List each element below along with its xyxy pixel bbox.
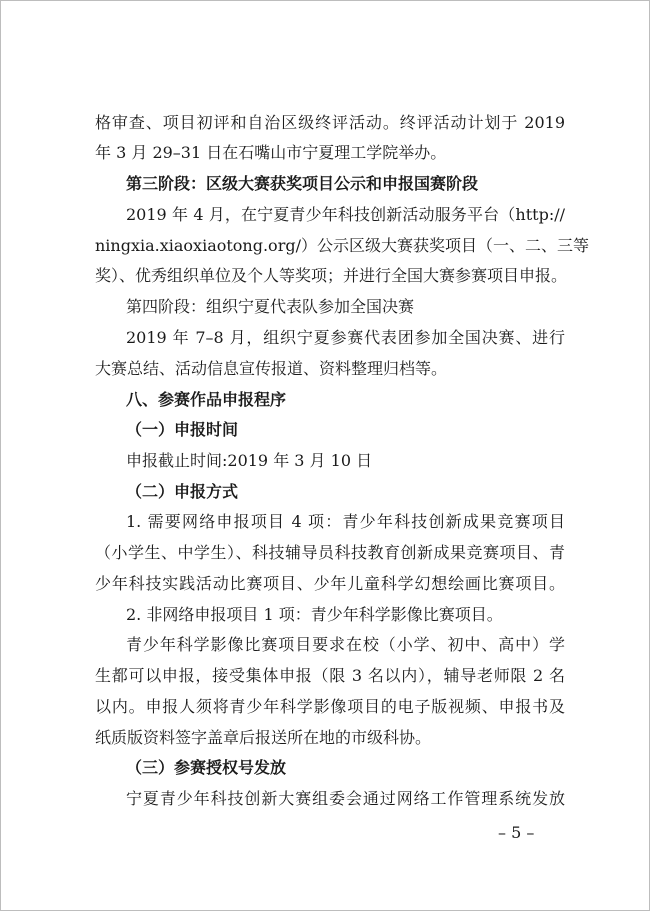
paragraph-line: 年 3 月 29–31 日在石嘴山市宁夏理工学院举办。 bbox=[95, 143, 447, 162]
paragraph-line: 2019 年 7–8 月，组织宁夏参赛代表团参加全国决赛、进行 bbox=[126, 328, 565, 347]
paragraph-line: 2019 年 4 月，在宁夏青少年科技创新活动服务平台（http:// bbox=[126, 205, 565, 224]
paragraph-line: 大赛总结、活动信息宣传报道、资料整理归档等。 bbox=[95, 359, 448, 378]
paragraph-line: 生都可以申报，接受集体申报（限 3 名以内），辅导老师限 2 名 bbox=[95, 666, 565, 685]
paragraph-line: 青少年科学影像比赛项目要求在校（小学、初中、高中）学 bbox=[126, 635, 565, 654]
paragraph-line: 少年科技实践活动比赛项目、少年儿童科学幻想绘画比赛项目。 bbox=[95, 574, 565, 593]
paragraph-line: 纸质版资料签字盖章后报送所在地的市级科协。 bbox=[95, 728, 432, 747]
page-number: – 5 – bbox=[498, 823, 535, 842]
paragraph-line: 1. 需要网络申报项目 4 项：青少年科技创新成果竞赛项目 bbox=[126, 512, 565, 531]
paragraph-line: ningxia.xiaoxiaotong.org/）公示区级大赛获奖项目（一、二、三等 bbox=[95, 236, 589, 255]
paragraph-line: 申报截止时间:2019 年 3 月 10 日 bbox=[126, 451, 373, 470]
paragraph-line: 宁夏青少年科技创新大赛组委会通过网络工作管理系统发放 bbox=[126, 789, 565, 808]
paragraph-line: （小学生、中学生）、科技辅导员科技教育创新成果竞赛项目、青 bbox=[95, 543, 565, 562]
stage-four-heading: 第四阶段：组织宁夏代表队参加全国决赛 bbox=[126, 297, 415, 316]
paragraph-line: 2. 非网络申报项目 1 项：青少年科学影像比赛项目。 bbox=[126, 605, 503, 624]
subsection-heading: （三）参赛授权号发放 bbox=[126, 758, 287, 777]
paragraph-line: 以内。申报人须将青少年科学影像项目的电子版视频、申报书及 bbox=[95, 697, 565, 716]
paragraph-line: 奖）、优秀组织单位及个人等奖项；并进行全国大赛参赛项目申报。 bbox=[95, 266, 568, 285]
section-heading: 八、参赛作品申报程序 bbox=[126, 390, 287, 409]
stage-three-heading: 第三阶段：区级大赛获奖项目公示和申报国赛阶段 bbox=[126, 174, 479, 193]
subsection-heading: （二）申报方式 bbox=[126, 482, 239, 501]
paragraph-line: 格审查、项目初评和自治区级终评活动。终评活动计划于 2019 bbox=[95, 113, 565, 132]
subsection-heading: （一）申报时间 bbox=[126, 420, 239, 439]
